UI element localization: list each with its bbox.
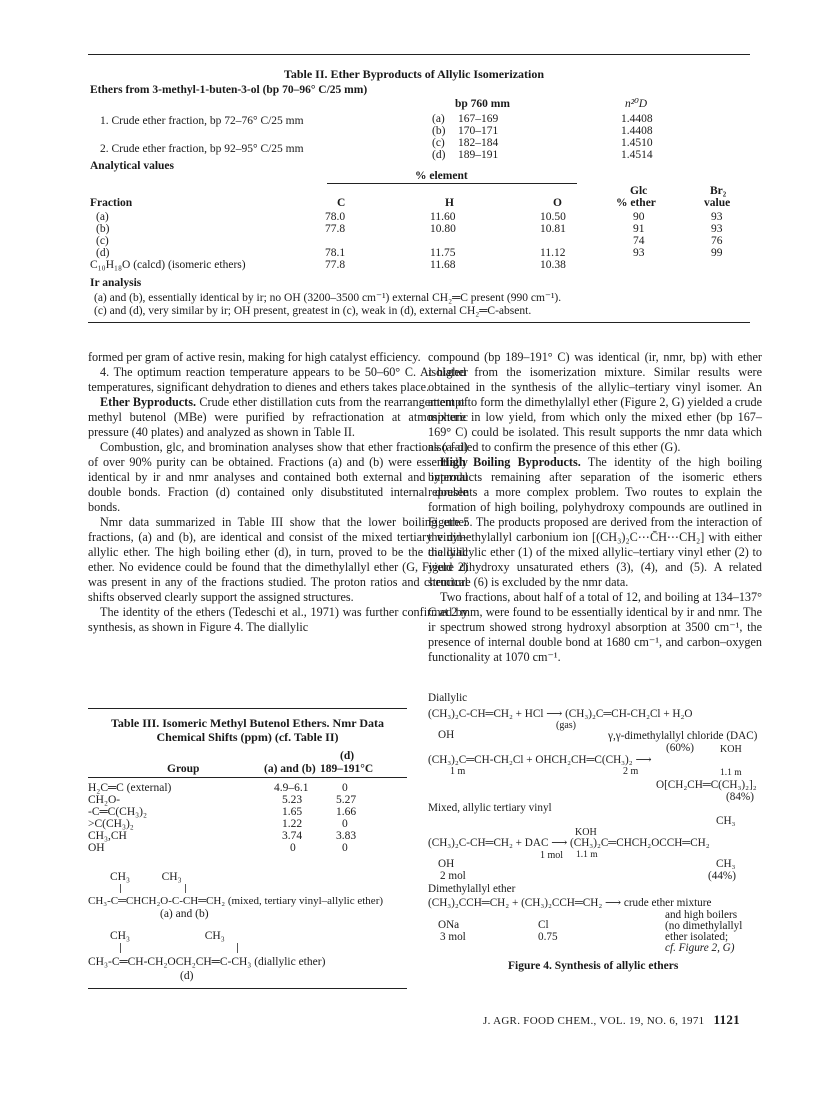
paragraph-text: The identity of the high boiling byproducts remaining after separation of the isomeric ethers represents a more complex problem. Two routes to explain the formation of high boiling, polyhydroxy compounds are outlined in Figure 5. The products proposed are derived from the interaction of the dimethylallyl carbonium ion [(CH₃)₂C⋯C̄H⋯CH₂] with either the diallylic ether (1) of the mixed allylic–tertiary vinyl ether (2) to yield dihydroxy unsaturated ethers (3), (4), and (5). A related structure (6) is excluded by the nmr data. (428, 455, 762, 589)
page-footer (483, 1012, 740, 1028)
nd-value: 1.4510 (621, 137, 653, 149)
table2-title: Table II. Ether Byproducts of Allylic Isomerization (283, 67, 545, 81)
cell-c: 77.8 (325, 223, 346, 235)
cell-o: 11.12 (540, 247, 566, 259)
cell-fraction: (c) (96, 235, 109, 247)
structure1-label: (a) and (b) (160, 908, 209, 920)
fig-2mol: 2 mol (440, 870, 466, 882)
cell-br: 99 (711, 247, 723, 259)
fig-11m: 1.1 m (720, 768, 742, 778)
cell-ab: 5.23 (282, 794, 303, 806)
table2-element-header: % element (415, 170, 468, 182)
cell-fraction: (a) (96, 211, 109, 223)
cell-ab: 4.9–6.1 (274, 782, 309, 794)
header-value: value (704, 197, 731, 209)
fig-cf: cf. Figure 2, G) (665, 942, 735, 954)
fig-ch3-bottom: CH₃ (716, 858, 736, 870)
cell-ab: 0 (290, 842, 296, 854)
table2-ir-title: Ir analysis (90, 277, 142, 289)
header-ether: % ether (616, 197, 656, 209)
fig-product1: O[CH₂CH═C(CH₃)₂]₂ (656, 779, 757, 791)
right-paragraph: Two fractions, about half of a total of 12, and boiling at 134–137° C at 2 mm, were found to be essentially identical by ir and nmr. The ir spectrum showed strong hydroxyl absorption at 3500 cm⁻¹, the presence of internal double bond at 1680 cm⁻¹, and carbon–oxygen functionality at 1070 cm⁻¹. (428, 590, 762, 664)
cell-fraction: (d) (96, 247, 110, 259)
table2-ir2: (c) and (d), very similar by ir; OH present, greatest in (c), weak in (d), external CH₂═C-absent. (94, 305, 532, 317)
fig-no-dimethylallyl: (no dimethylallyl (665, 920, 743, 932)
fig-ona: ONa (438, 919, 460, 931)
cell-ab: 1.22 (282, 818, 303, 830)
fig-1m: 1 m (450, 766, 466, 777)
header-glc: Glc (630, 185, 648, 197)
cell-ab: 3.74 (282, 830, 303, 842)
cell-br: 93 (711, 211, 723, 223)
bp-label: (b) (432, 125, 446, 137)
header-br2: Br₂ (710, 185, 727, 197)
page-number: 1121 (713, 1012, 740, 1027)
table3-h-d1: (d) (340, 750, 355, 762)
cell-glc: 90 (633, 211, 645, 223)
fig-3mol: 3 mol (440, 931, 466, 943)
cell-h: 11.60 (430, 211, 456, 223)
cell-o: 10.50 (540, 211, 566, 223)
cell-d: 0 (342, 842, 348, 854)
cell-d: 0 (342, 782, 348, 794)
cell-h: 11.68 (430, 259, 456, 271)
cell-h: 11.75 (430, 247, 456, 259)
section-heading: Ether Byproducts. (100, 395, 197, 409)
cell-group: CH₃,CH (88, 830, 127, 842)
table2-col-nd: n²⁰D (625, 98, 648, 110)
left-paragraph: formed per gram of active resin, making for high catalyst efficiency. (88, 350, 421, 364)
table2-top-rule (88, 54, 750, 55)
table2-bottom-rule (88, 322, 750, 323)
bp-label: (a) (432, 113, 445, 125)
fig-2m: 2 m (623, 766, 639, 777)
cell-o: 10.81 (540, 223, 566, 235)
right-paragraph (428, 455, 762, 590)
nd-value: 1.4514 (621, 149, 653, 161)
fig-075: 0.75 (538, 931, 558, 943)
bp-value: 182–184 (458, 137, 499, 149)
table3-h-group: Group (167, 763, 200, 775)
right-paragraph: compound (bp 189–191° C) was identical (ir, nmr, bp) with ether isolated from the isomerization mixture. Similar results were obtained in the synthesis of the allylic–tertiary vinyl isomer. An attempt to form the dimethylallyl ether (Figure 2, G) yielded a crude mixture in low yield, from which only the mixed ether (bp 167–169° C) could be isolated. This result supports the nmr data which also failed to confirm the presence of this ether (G). (428, 350, 762, 454)
nd-value: 1.4408 (621, 113, 653, 125)
table2-col-bp: bp 760 mm (455, 98, 510, 110)
bond-line (237, 943, 238, 953)
bp-label: (d) (432, 149, 446, 161)
fig-dac-label: γ,γ-dimethylallyl chloride (DAC) (608, 730, 758, 742)
right-column (428, 350, 762, 665)
bp-value: 189–191 (458, 149, 499, 161)
bond-line (120, 884, 121, 893)
fig-oh2: OH (438, 858, 455, 870)
cell-c: 77.8 (325, 259, 346, 271)
fig-cl: Cl (538, 919, 549, 931)
table2-analytical: Analytical values (90, 160, 175, 172)
bp-value: 170–171 (458, 125, 499, 137)
cell-ab: 1.65 (282, 806, 303, 818)
cell-glc: 91 (633, 223, 645, 235)
fig-ether-isolated: ether isolated; (665, 931, 729, 943)
cell-br: 93 (711, 223, 723, 235)
left-paragraph: 4. The optimum reaction temperature appears to be 50–60° C. At higher temperatures, significant dehydration to dienes and ethers takes place. (88, 365, 468, 394)
figure4 (428, 692, 762, 1022)
table3-subtitle: Chemical Shifts (ppm) (cf. Table II) (156, 730, 339, 744)
cell-d: 3.83 (336, 830, 357, 842)
journal-citation: J. AGR. FOOD CHEM., VOL. 19, NO. 6, 1971 (483, 1015, 705, 1027)
fig-reaction1: (CH₃)₂C-CH═CH₂ + HCl ⟶ (CH₃)₂C═CH-CH₂Cl + H₂O (428, 708, 693, 720)
fig-pct84: (84%) (726, 791, 754, 803)
left-column (88, 350, 468, 635)
fig-1mol: 1 mol (540, 850, 564, 861)
left-paragraph: The identity of the ethers (Tedeschi et al., 1971) was further confirmed by synthesis, as shown in Figure 4. The diallylic (88, 605, 468, 634)
fig-koh2: KOH (575, 827, 597, 838)
table3-bottom-rule (88, 988, 407, 989)
cell-group: >C(CH₃)₂ (88, 818, 134, 830)
cell-d: 5.27 (336, 794, 357, 806)
header-o: O (553, 197, 562, 209)
structure1-formula: CH₃-C═CHCH₂O-C-CH═CH₂ (mixed, tertiary vinyl–allylic ether) (88, 895, 384, 907)
cell-o: 10.38 (540, 259, 566, 271)
left-paragraph (88, 395, 468, 440)
left-paragraph: Nmr data summarized in Table III show that the lower boiling ether fractions, (a) and (b), are identical and consist of the mixed tertiary vinyl–allylic ether. The high boiling ether (d), in turn, proved to be the diallylic ether. No evidence could be found that the dimethylallyl ether (G, Figure 2) was present in any of the fractions studied. The proton ratios and chemical shifts observed clearly support the assigned structures. (88, 515, 468, 604)
cell-group: CH₂O- (88, 794, 121, 806)
cell-br: 76 (711, 235, 723, 247)
bond-line (185, 884, 186, 893)
fig-heading-mixed: Mixed, allylic tertiary vinyl (428, 802, 552, 814)
cell-d: 0 (342, 818, 348, 830)
table2-fraction1: 1. Crude ether fraction, bp 72–76° C/25 mm (100, 115, 304, 127)
table3-h-d2: 189–191°C (320, 763, 374, 775)
figure4-caption: Figure 4. Synthesis of allylic ethers (508, 960, 679, 972)
header-c: C (337, 197, 346, 209)
table2-ir1: (a) and (b), essentially identical by ir; no OH (3200–3500 cm⁻¹) external CH₂═C present (990 cm⁻¹). (94, 292, 562, 304)
cell-group: -C═C(CH₃)₂ (88, 806, 147, 818)
table3-h-ab: (a) and (b) (264, 763, 316, 775)
cell-glc: 74 (633, 235, 645, 247)
left-paragraph: Combustion, glc, and bromination analyses show that ether fractions (a–d) of over 90% purity can be obtained. Fractions (a) and (b) were essentially identical by ir and nmr analyses and contained both external and internal double bonds. Fraction (d) contained only disubstituted internal double bonds. (88, 440, 468, 514)
cell-fraction: (b) (96, 223, 110, 235)
cell-group: OH (88, 842, 105, 854)
fig-oh: OH (438, 729, 455, 741)
fig-gas: (gas) (556, 720, 576, 731)
fig-high-boilers: and high boilers (665, 909, 738, 921)
cell-c: 78.0 (325, 211, 346, 223)
bp-label: (c) (432, 137, 445, 149)
table2-fraction2: 2. Crude ether fraction, bp 92–95° C/25 mm (100, 143, 304, 155)
table3-title: Table III. Isomeric Methyl Butenol Ethers. Nmr Data (111, 716, 384, 730)
structure2-label: (d) (180, 970, 194, 982)
nd-value: 1.4408 (621, 125, 653, 137)
fig-heading-diallylic: Diallylic (428, 692, 468, 704)
fig-pct44: (44%) (708, 870, 736, 882)
paragraph-text: Crude ether distillation cuts from the rearrangement of methyl butenol (MBe) were purified by refractionation at atmospheric pressure (40 plates) and analyzed as shown in Table II. (88, 395, 468, 439)
structure2-substituents: CH₃ CH₃ (110, 930, 225, 942)
cell-c: 78.1 (325, 247, 346, 259)
fig-heading-dimethylallyl: Dimethylallyl ether (428, 883, 516, 895)
cell-h: 10.80 (430, 223, 456, 235)
table2-body (0, 210, 828, 274)
fig-ch3-top: CH₃ (716, 815, 736, 827)
table3-header-rule (88, 777, 407, 778)
fig-reaction3: (CH₃)₂C-CH═CH₂ + DAC ⟶ (CH₃)₂C═CHCH₂OCCH═CH₂ (428, 837, 710, 849)
table3-top-rule (88, 708, 407, 709)
cell-glc: 93 (633, 247, 645, 259)
fig-pct60: (60%) (666, 742, 694, 754)
fig-11m-b: 1.1 m (576, 850, 598, 860)
header-fraction: Fraction (90, 197, 133, 209)
cell-fraction: C₁₀H₁₈O (calcd) (isomeric ethers) (90, 259, 246, 271)
section-heading: High Boiling Byproducts. (440, 455, 581, 469)
fig-koh1: KOH (720, 744, 742, 755)
structure1-substituents: CH₃ CH₃ (110, 871, 182, 883)
fig-reaction4: (CH₃)₂CCH═CH₂ + (CH₃)₂CCH═CH₂ ⟶ crude ether mixture (428, 897, 712, 909)
table2-subtitle: Ethers from 3-methyl-1-buten-3-ol (bp 70–96° C/25 mm) (90, 84, 368, 96)
structure2-formula: CH₃-C═CH-CH₂OCH₂CH═C-CH₃ (diallylic ether) (88, 956, 326, 968)
fig-reaction2: (CH₃)₂C═CH-CH₂Cl + OHCH₂CH═C(CH₃)₂ ⟶ (428, 754, 652, 766)
header-h: H (445, 197, 454, 209)
bond-line (120, 943, 121, 953)
bp-value: 167–169 (458, 113, 499, 125)
cell-d: 1.66 (336, 806, 357, 818)
cell-group: H₂C═C (external) (88, 782, 172, 794)
